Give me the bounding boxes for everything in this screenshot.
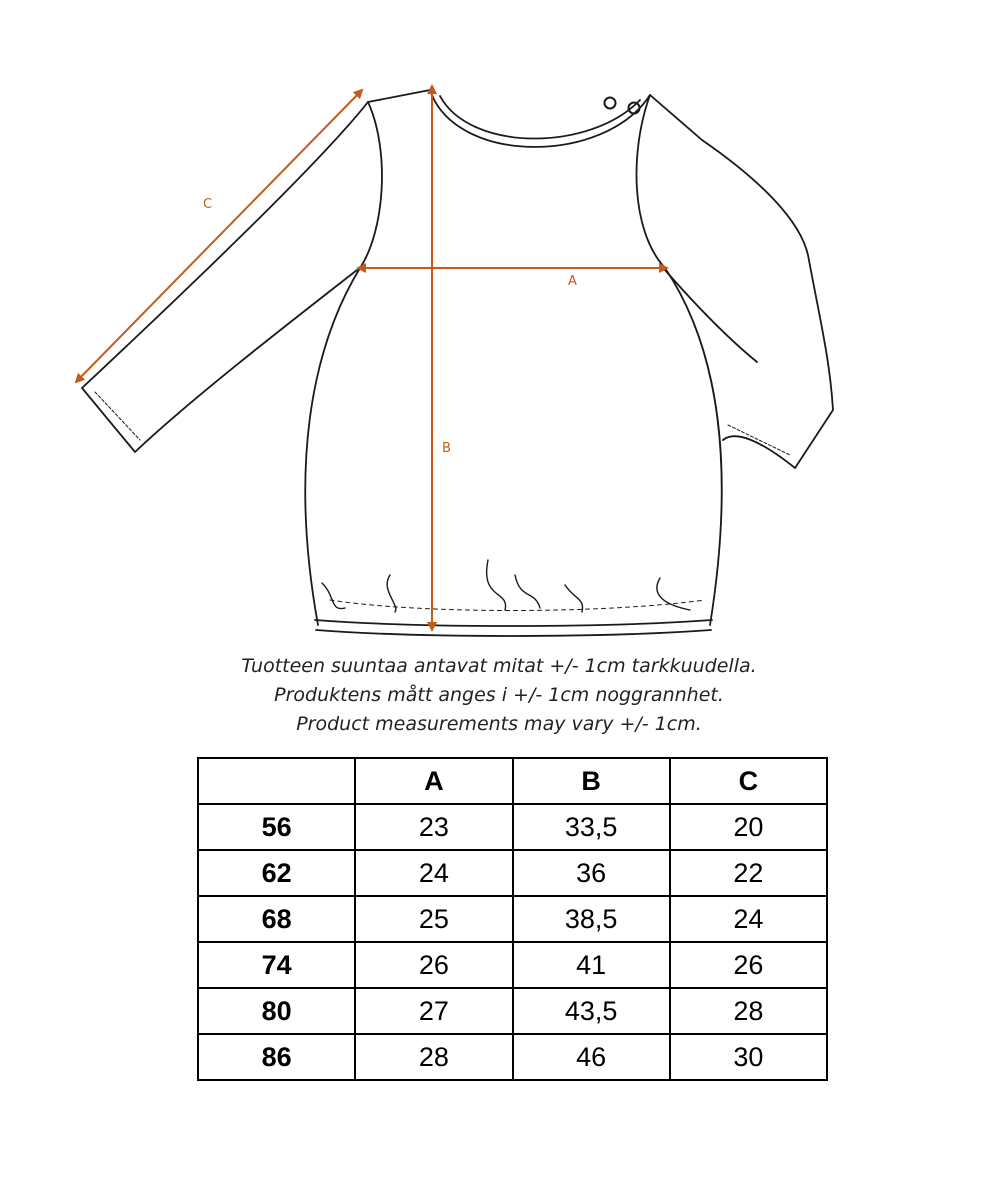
dimension-arrows [76,86,667,630]
right-sleeve-cuff [728,425,790,455]
right-shoulder [650,95,702,140]
right-sleeve [702,140,833,468]
b-cell: 38,5 [513,896,670,942]
note-line-swedish: Produktens mått anges i +/- 1cm noggrannhet. [274,684,724,706]
table-row [198,804,827,850]
left-armhole [360,102,382,268]
header-b: B [513,758,670,804]
table-row [198,942,827,988]
a-cell: 23 [355,804,512,850]
hem-gathers [322,560,690,612]
hem-line-lower [316,630,711,636]
header-c: C [670,758,827,804]
dimension-b-label: B [442,441,451,456]
b-cell: 46 [513,1034,670,1080]
c-cell: 22 [670,850,827,896]
c-cell: 20 [670,804,827,850]
table-row [198,896,827,942]
a-cell: 25 [355,896,512,942]
b-cell: 36 [513,850,670,896]
hem-line [315,620,712,626]
size-cell: 80 [198,988,355,1034]
b-cell: 33,5 [513,804,670,850]
dimension-c-label: C [203,197,213,212]
size-table [197,757,828,1081]
note-line-english: Product measurements may vary +/- 1cm. [296,713,702,735]
skirt-left-side [305,268,360,625]
size-cell: 86 [198,1034,355,1080]
size-cell: 62 [198,850,355,896]
dimension-a-label: A [568,274,577,289]
garment-outline [82,90,833,636]
table-row [198,1034,827,1080]
size-cell: 56 [198,804,355,850]
c-cell: 28 [670,988,827,1034]
left-sleeve [82,102,368,452]
hem-shirring [330,600,705,611]
left-shoulder [368,90,430,102]
a-cell: 27 [355,988,512,1034]
left-sleeve-cuff [95,392,140,440]
dimension-c-arrow [76,90,362,382]
size-cell: 74 [198,942,355,988]
note-line-finnish: Tuotteen suuntaa antavat mitat +/- 1cm tarkkuudella. [241,655,757,677]
header-size [198,758,355,804]
table-row [198,988,827,1034]
right-armhole-seam [636,95,665,268]
c-cell: 30 [670,1034,827,1080]
shoulder-button-1 [605,98,616,109]
right-armhole [665,270,757,362]
a-cell: 26 [355,942,512,988]
header-a: A [355,758,512,804]
measurement-note [0,652,998,739]
c-cell: 24 [670,896,827,942]
a-cell: 24 [355,850,512,896]
c-cell: 26 [670,942,827,988]
size-cell: 68 [198,896,355,942]
table-header-row [198,758,827,804]
a-cell: 28 [355,1034,512,1080]
table-row [198,850,827,896]
b-cell: 41 [513,942,670,988]
b-cell: 43,5 [513,988,670,1034]
